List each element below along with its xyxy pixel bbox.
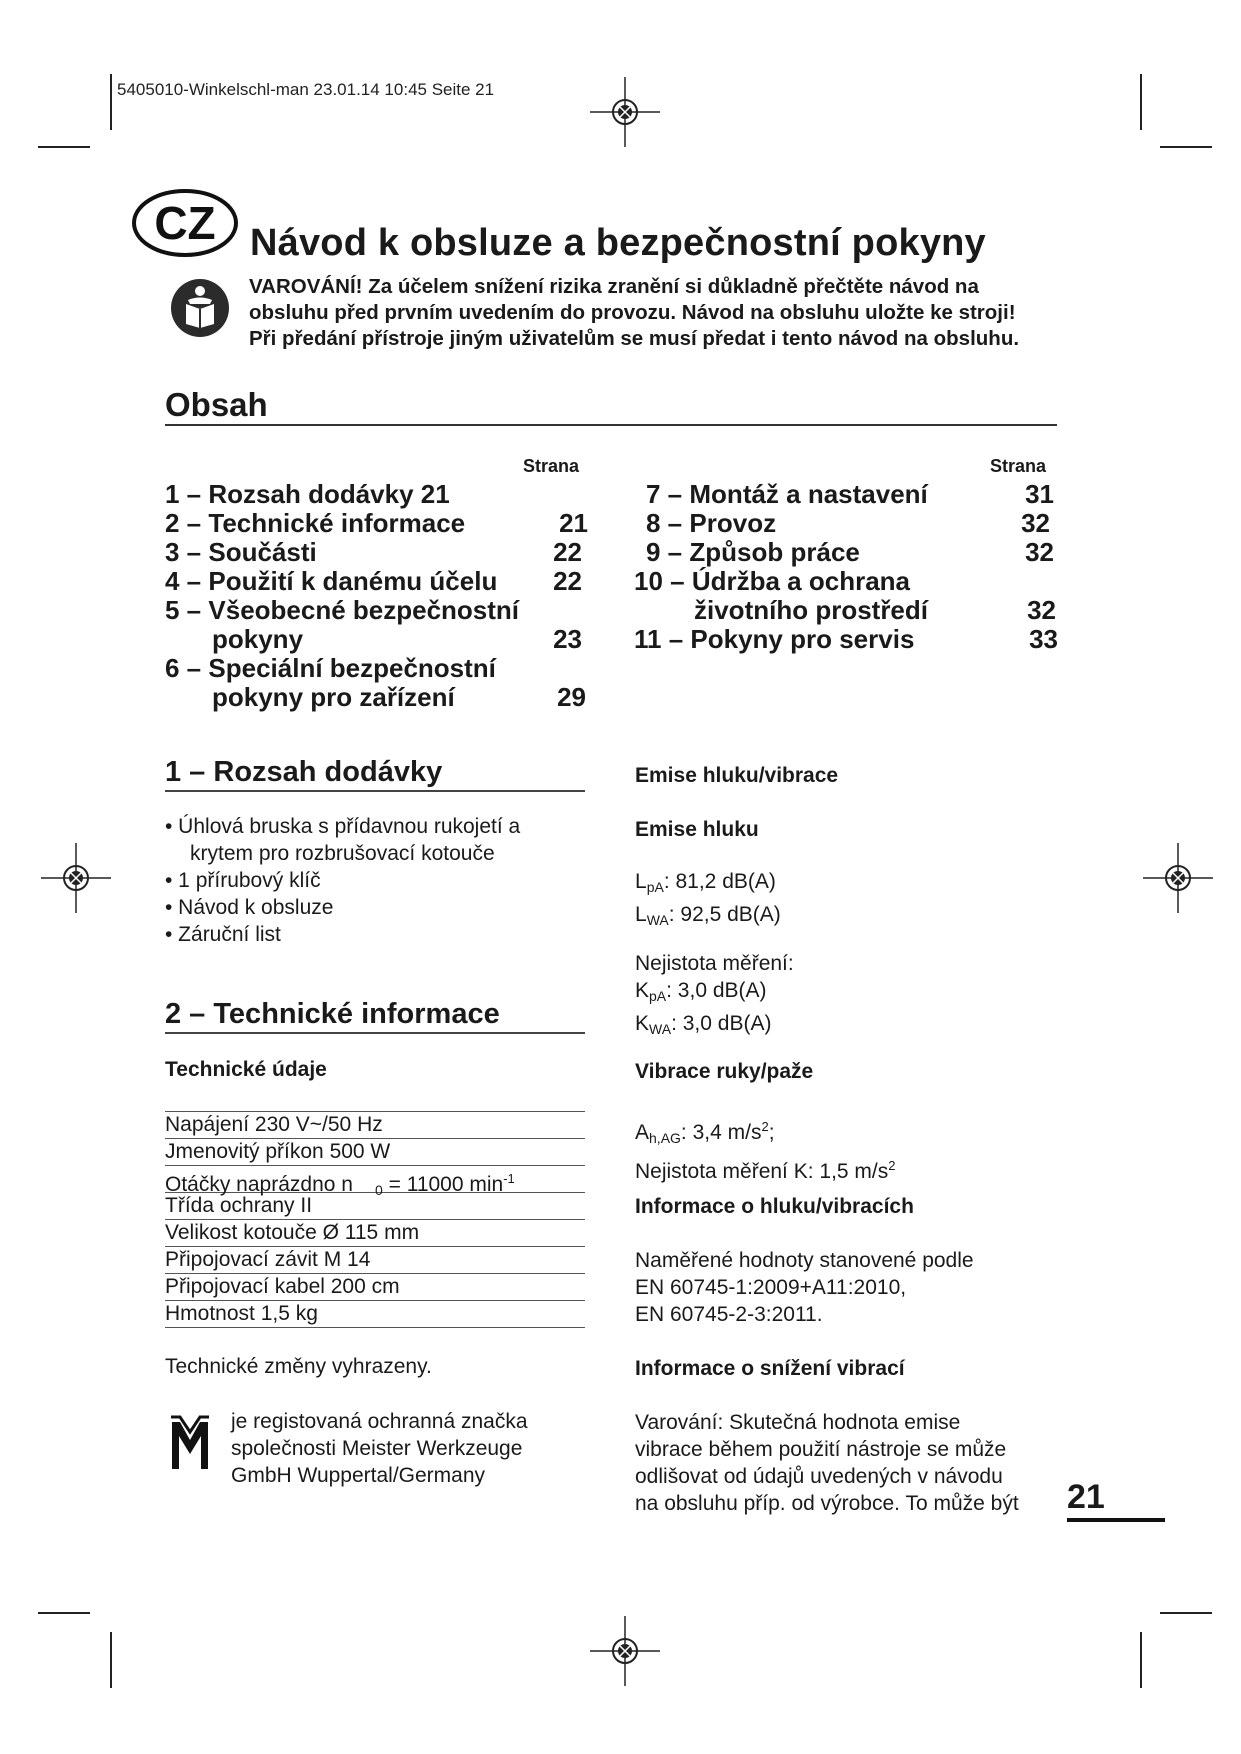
toc-entry: pokyny pro zařízení [212, 682, 455, 712]
page-title: Návod k obsluze a bezpečnostní pokyny [250, 222, 986, 264]
toc-page-label: Strana [990, 456, 1047, 476]
spec-label: Otáčky naprázdno n [165, 1173, 353, 1196]
list-item: krytem pro rozbrušovací kotouče [190, 842, 495, 865]
crop-mark [1140, 1632, 1142, 1688]
divider [165, 1032, 585, 1034]
registration-mark-icon [590, 77, 660, 147]
vibration-value: Nejistota měření K: 1,5 $m/s^2$ [635, 1158, 896, 1183]
table-row: Napájení 230 V~/50 Hz [165, 1112, 585, 1139]
toc-page: 33 [1029, 624, 1058, 654]
warning-line: obsluhu před prvním uvedením do provozu. Návod na obsluhu uložte ke stroji! [249, 301, 1016, 324]
crop-mark [38, 146, 90, 148]
toc-page: 31 [1025, 479, 1054, 509]
toc-page: 32 [1027, 595, 1056, 625]
table-row: Třída ochrany II [165, 1193, 585, 1220]
table-row: Připojovací kabel 200 cm [165, 1274, 585, 1301]
table-row: Jmenovitý příkon 500 W [165, 1139, 585, 1166]
subheading: Emise hluku [635, 818, 759, 841]
table-row: Připojovací závit M 14 [165, 1247, 585, 1274]
toc-entry: 5 – Všeobecné bezpečnostní [165, 595, 520, 625]
toc-entry: 10 – Údržba a ochrana [634, 566, 911, 596]
toc-entry: 11 – Pokyny pro servis [634, 624, 915, 654]
toc-page: 29 [557, 682, 586, 712]
spec-subscript: 0 [374, 1182, 383, 1198]
list-item: • Návod k obsluze [165, 896, 334, 919]
tech-note: Technické změny vyhrazeny. [165, 1355, 432, 1378]
table-row [165, 1166, 585, 1198]
warning-line: Při předání přístroje jiným uživatelům se musí předat i tento návod na obsluhu. [249, 327, 1020, 350]
delivery-list [165, 813, 520, 948]
toc-entry: 3 – Součásti [165, 537, 317, 567]
toc-heading: Obsah [165, 386, 268, 423]
toc-entry: 7 – Montáž a nastavení [646, 479, 928, 509]
toc-page: 22 [553, 566, 582, 596]
toc-entry: 4 – Použití k danému účelu [165, 566, 498, 596]
vibration-warning-text: Varování: Skutečná hodnota emise vibrace během použití nástroje se může odlišovat od údajů uvedených v návodu na obsluhu příp. od výrobce. To může být [635, 1411, 1019, 1515]
read-manual-icon [170, 278, 230, 338]
list-item: • 1 přírubový klíč [165, 869, 321, 892]
subheading: Informace o hluku/vibracích [635, 1195, 914, 1218]
toc-page: 23 [553, 624, 582, 654]
crop-mark [110, 1632, 112, 1688]
divider [165, 424, 1057, 426]
print-slug: 5405010-Winkelschl-man 23.01.14 10:45 Seite 21 [117, 80, 495, 99]
warning-text [249, 274, 1069, 352]
toc-entry: životního prostředí [694, 595, 928, 625]
spec-value: = 11000 min [388, 1173, 504, 1196]
subheading: Vibrace ruky/paže [635, 1060, 814, 1083]
list-item: • Záruční list [165, 923, 281, 946]
vibration-values [635, 1113, 896, 1185]
crop-mark [38, 1612, 90, 1614]
warning-line: VAROVÁNÍ! Za účelem snížení rizika zranění si důkladně přečtěte návod na [249, 275, 979, 298]
toc-entry: 2 – Technické informace [165, 508, 466, 538]
toc-entry: 6 – Speciální bezpečnostní [165, 653, 496, 683]
vibration-value: $A_{h,AG}$: 3,4 $m/s^2$; [635, 1119, 775, 1146]
divider [165, 790, 585, 792]
noise-values [635, 868, 781, 934]
meister-logo-icon [169, 1414, 211, 1472]
toc-entry: pokyny [212, 624, 304, 654]
crop-mark [1160, 1612, 1212, 1614]
trademark-text: je registovaná ochranná značka společnosti Meister Werkzeuge GmbH Wuppertal/Germany [231, 1410, 528, 1487]
page-number: 21 [1067, 1478, 1105, 1516]
toc-page-label: Strana [523, 456, 580, 476]
toc-page: 32 [1021, 508, 1050, 538]
toc-entry: 1 – Rozsah dodávky 21 [165, 479, 450, 509]
page-number-rule [1067, 1518, 1165, 1522]
registration-mark-icon [41, 843, 111, 913]
list-item: • Úhlová bruska s přídavnou rukojetí a [165, 815, 521, 838]
crop-mark [110, 74, 112, 130]
subheading: Technické údaje [165, 1058, 327, 1081]
section-heading: 1 – Rozsah dodávky [165, 756, 443, 788]
noise-value: $L_{WA}$: 92,5 dB(A) [635, 903, 781, 928]
noise-value: $K_{pA}$: 3,0 dB(A) [635, 979, 767, 1004]
toc-page: 32 [1025, 537, 1054, 567]
toc-entry: 8 – Provoz [646, 508, 777, 538]
spec-superscript: -1 [503, 1171, 515, 1186]
badge-label: CZ [154, 197, 216, 249]
noise-value: $K_{WA}$: 3,0 dB(A) [635, 1012, 772, 1037]
registration-mark-icon [590, 1616, 660, 1686]
uncertainty: Nejistota měření: $K_{pA}$: 3,0 dB(A) $K_{WA}$: 3,0 dB(A) [635, 950, 794, 1043]
registration-mark-icon [1143, 843, 1213, 913]
crop-mark [1140, 74, 1142, 130]
standards-text: Naměřené hodnoty stanovené podle EN 60745-1:2009+A11:2010, EN 60745-2-3:2011. [635, 1249, 974, 1326]
subheading: Informace o snížení vibrací [635, 1357, 905, 1380]
section-heading: 2 – Technické informace [165, 998, 500, 1030]
subheading: Emise hluku/vibrace [635, 764, 839, 787]
crop-mark [1160, 146, 1212, 148]
noise-value: $L_{pA}$: 81,2 dB(A) [635, 870, 776, 895]
toc-page: 22 [553, 537, 582, 567]
table-row: Velikost kotouče Ø 115 mm [165, 1220, 585, 1247]
toc-entry: 9 – Způsob práce [646, 537, 860, 567]
toc-page: 21 [559, 508, 588, 538]
table-row: Hmotnost 1,5 kg [165, 1301, 585, 1328]
country-badge-cz [131, 188, 239, 258]
